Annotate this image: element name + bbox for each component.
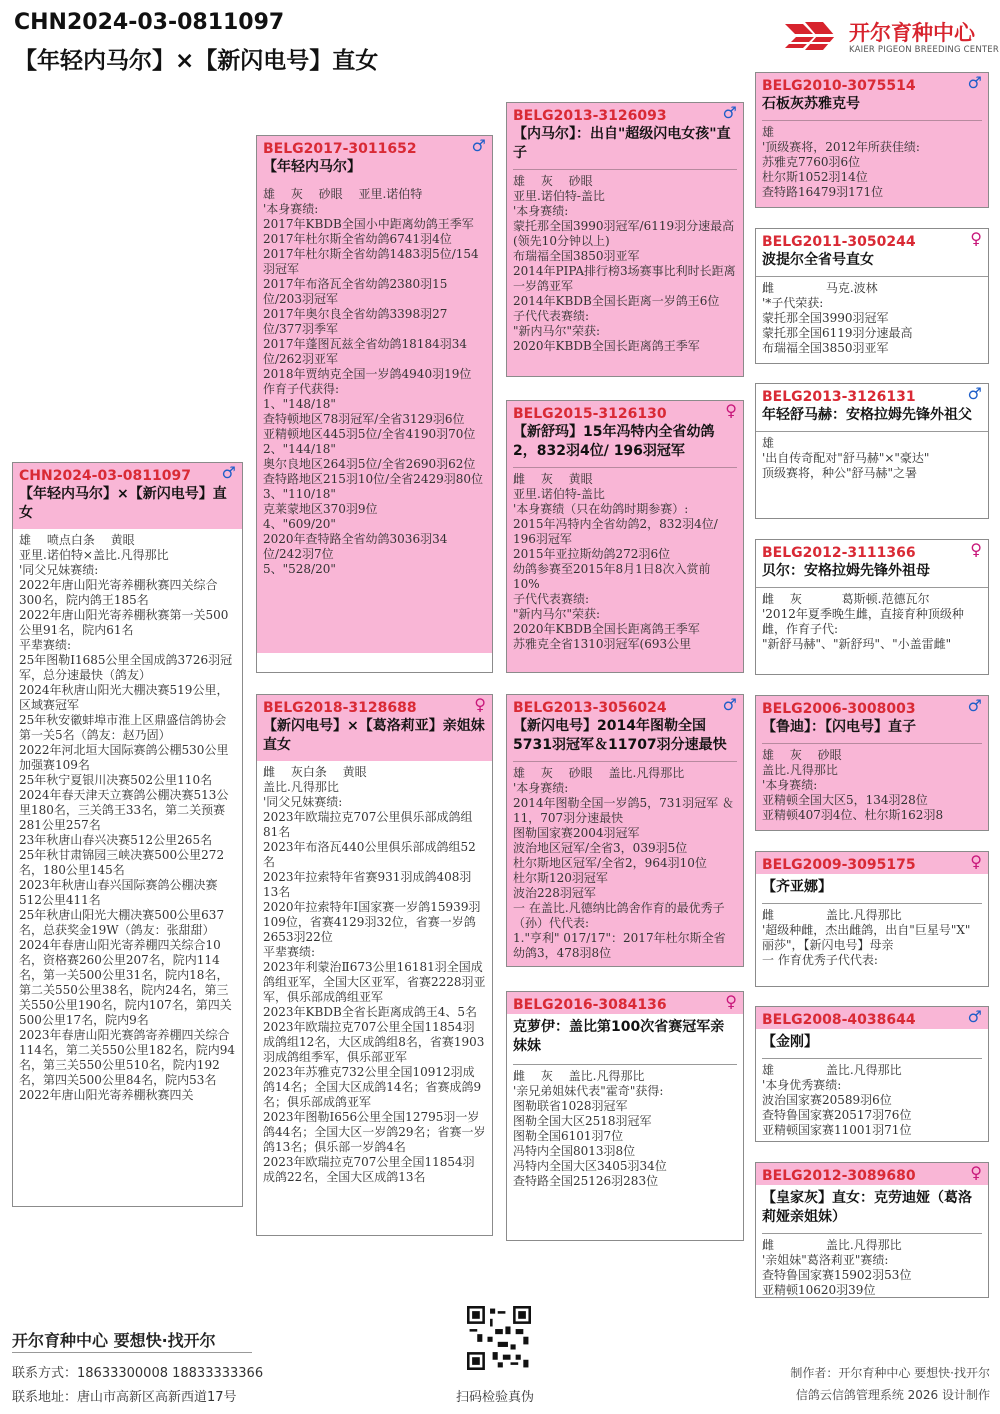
pedigree-card-ddd[interactable] (755, 1162, 989, 1298)
pedigree-card-dss[interactable] (755, 695, 989, 831)
header-ring-number: CHN2024-03-0811097 (14, 10, 285, 35)
pigeon-name: 克萝伊：盖比第100次省赛冠军亲妹妹 (513, 1019, 725, 1054)
female-icon: ♀ (725, 992, 737, 1011)
male-icon: ♂ (221, 463, 236, 482)
female-icon: ♀ (970, 540, 982, 559)
ring-number: BELG2006-3008003 (762, 701, 916, 717)
male-icon: ♂ (967, 696, 982, 715)
pedigree-card-sds[interactable] (755, 383, 989, 519)
female-icon: ♀ (474, 695, 486, 714)
ring-number: BELG2010-3075514 (762, 78, 916, 94)
card-details: 雄 灰 砂眼 亚里.诺伯特-盖比 '本身赛绩: 蒙托那全国3990羽冠军/6119羽分速最高(领先10分钟以上) 布瑞福全国3850羽亚军 2014年PIPA排行榜3场赛事比利时长距离一岁鸽亚军 2014年KBDB全国长距离一岁鸽王6位 子代代表赛绩: "新内马尔"荣获: 2020年KBDB全国长距离鸽王季军 (513, 169, 737, 354)
footer-maker: 制作者：开尔育种中心 要想快·找开尔 (790, 1366, 990, 1380)
male-icon: ♂ (967, 73, 982, 92)
male-icon: ♂ (471, 136, 486, 155)
pedigree-card-sdd[interactable] (755, 539, 989, 675)
card-details: 雄 '出自传奇配对"舒马赫"×"豪达" 顶级赛将，种公"舒马赫"之暑 (756, 431, 988, 485)
pedigree-card-sss[interactable] (755, 72, 989, 208)
male-icon: ♂ (967, 1007, 982, 1026)
header-title: 【年轻内马尔】×【新闪电号】直女 (14, 48, 379, 74)
footer-system: 信鸽云信鸽管理系统 2026 设计制作 (795, 1388, 990, 1402)
card-top (756, 540, 988, 587)
card-content (756, 1185, 988, 1298)
pedigree-card-dds[interactable] (755, 1006, 989, 1142)
logo-mark-icon (785, 16, 845, 56)
card-header (507, 992, 743, 1014)
qr-code-icon[interactable] (467, 1306, 531, 1370)
ring-number: BELG2013-3056024 (513, 700, 667, 716)
card-header (756, 852, 988, 874)
footer-divider (12, 1352, 252, 1353)
ring-number: CHN2024-03-0811097 (19, 468, 191, 484)
card-details: 雌 灰 盖比.凡得那比 '亲兄弟姐妹代表"霍奇"获得: 图勒联省1028羽冠军 图勒全国大区2518羽冠军 图勒全国6101羽7位 冯特内全国8013羽8位 冯特内全国大区3405羽34位 查特路全国25126羽283位 (513, 1064, 737, 1189)
pigeon-name: 【内马尔】：出自"超级闪电女孩"直子 (513, 126, 731, 161)
female-icon: ♀ (970, 229, 982, 248)
pigeon-name: 【新舒玛】15年冯特内全省幼鸽2，832羽4位/ 196羽冠军 (513, 424, 715, 459)
footer-brand: 开尔育种中心 要想快·找开尔 (12, 1331, 216, 1350)
card-details: 雌 盖比.凡得那比 '超级种雌，杰出雌鸽，出自"巨星号"X" 丽莎"，【新闪电号】母亲 一 作育优秀子代代表: (762, 903, 982, 968)
card-details: 雌 灰 葛斯顿.范德瓦尔 '2012年夏季晚生雌，直接育种顶级种雌，作育子代: "新舒马赫"、"新舒玛"、"小盖雷雌" (756, 587, 988, 656)
ring-number: BELG2009-3095175 (762, 857, 916, 873)
ring-number: BELG2017-3011652 (263, 141, 417, 157)
logo-text-en: KAIER PIGEON BREEDING CENTER (849, 45, 999, 55)
ring-number: BELG2012-3111366 (762, 545, 916, 561)
card-content (756, 874, 988, 972)
pigeon-name: 【皇家灰】直女：克劳迪娅（葛洛莉娅亲姐妹） (762, 1190, 972, 1225)
logo-text-cn: 开尔育种中心 (849, 21, 975, 45)
card-details: 雄 灰 砂眼 盖比.凡得那比 '本身赛绩: 2014年图勒全国一岁鸽5，731羽冠军 ＆ 11，707羽分速最快 图勒国家赛2004羽冠军 波治地区冠军/全省3，039羽5位 杜尔斯地区冠军/全省2，964羽10位 杜尔斯120羽冠军 波治228羽冠军 一 在盖比.凡德纳比鸽舍作育的最优秀子（孙）代代表: 1."亨利" 017/17"：2017年杜尔斯全省幼鸽3，478羽8位 (513, 761, 737, 961)
pigeon-name: 贝尔：安格拉姆先锋外祖母 (762, 563, 930, 579)
card-details: 雄 '顶级赛将，2012年所获佳绩: 苏雅克7760羽6位 杜尔斯1052羽14位 查特路16479羽171位 (762, 120, 982, 200)
card-header (756, 1163, 988, 1185)
card-top (756, 384, 988, 431)
pigeon-name: 【鲁迪】：【闪电号】直子 (762, 719, 916, 735)
card-top (756, 229, 988, 276)
card-inner (756, 696, 988, 830)
pigeon-name: 石板灰苏雅克号 (762, 96, 860, 112)
pedigree-card-sire-sire[interactable] (506, 102, 744, 377)
footer-contact: 联系方式：18633300008 18833333366 (12, 1366, 264, 1381)
card-inner (756, 73, 988, 207)
female-icon: ♀ (725, 401, 737, 420)
pedigree-card-dam[interactable] (256, 694, 493, 1236)
card-details: 雄 灰 砂眼 亚里.诺伯特 '本身赛绩: 2017年KBDB全国小中距离幼鸽王季军 2017年杜尔斯全省幼鸽6741羽4位 2017年杜尔斯全省幼鸽1483羽5位/154羽冠军 2017年布洛瓦全省幼鸽2380羽15位/203羽冠军 2017年奥尔良全省幼鸽3398羽27位/377羽季军 2017年蓬图瓦兹全省幼鸽18184羽34位/262羽亚军 2018年贾纳克全国一岁鸽4940羽19位 作育子代获得: 1、"148/18" 查特顿地区78羽冠军/全省3129羽6位 亚精顿地区445羽5位/全省4190羽70位 2、"144/18" 奥尔良地区264羽5位/全省2690羽62位 查特路地区215羽10位/全省2429羽80位 3、"110/18" 克莱蒙地区370羽9位 4、"609/20" 2020年查特路全省幼鸽3036羽34位/242羽7位 5、"528/20" (257, 183, 492, 653)
pedigree-card-subject[interactable] (12, 462, 243, 1207)
pedigree-card-sire-dam[interactable] (506, 400, 744, 673)
card-inner (507, 103, 743, 376)
ring-number: BELG2013-3126093 (513, 108, 667, 124)
ring-number: BELG2012-3089680 (762, 1168, 916, 1184)
card-details: 雌 灰白条 黄眼 盖比.凡得那比 '同父兄妹赛绩: 2023年欧瑞拉克707公里俱乐部成鸽组81名 2023年布洛瓦440公里俱乐部成鸽组52名 2023年拉索特年省赛931羽成鸽408羽13名 2020年拉索特年I国家赛一岁鸽15939羽109位，省赛4129羽32位，省赛一岁鸽2653羽22位 平辈赛绩: 2023年利蒙治Ⅱ673公里16181羽全国成鸽组亚军，全国大区亚军，省赛2228羽亚军，俱乐部成鸽组亚军 2023年KBDB全省长距离成鸽王4、5名 2023年欧瑞拉克707公里全国11854羽成鸽组12名，大区成鸽组8名，省赛1903羽成鸽组季军，俱乐部亚军 2023年苏雅克732公里全国10912羽成鸽14名；全国大区成鸽14名；省赛成鸽9名；俱乐部成鸽亚军 2023年图勒I656公里全国12795羽一岁鸽44名；全国大区一岁鸽29名；省赛一岁鸽13名；俱乐部一岁鸽4名 2023年欧瑞拉克707公里全国11854羽成鸽22名，全国大区成鸽13名 (263, 765, 486, 1184)
qr-label: 扫码检验真伪 (456, 1390, 535, 1405)
pedigree-card-dam-dam[interactable] (506, 991, 744, 1241)
female-icon: ♀ (970, 852, 982, 871)
card-header (13, 463, 242, 529)
card-content (756, 1029, 988, 1142)
ring-number: BELG2011-3050244 (762, 234, 916, 250)
pedigree-card-sire[interactable] (256, 135, 493, 673)
pigeon-name: 波提尔全省号直女 (762, 252, 874, 268)
card-header (257, 695, 492, 761)
ring-number: BELG2013-3126131 (762, 389, 916, 405)
pedigree-card-dam-sire[interactable] (506, 694, 744, 967)
pigeon-name: 【年轻内马尔】 (263, 159, 361, 175)
card-details: 雄 盖比.凡得那比 '本身优秀赛绩: 波治国家赛20589羽6位 查特鲁国家赛20517羽76位 亚精顿国家赛11001羽71位 (762, 1058, 982, 1138)
male-icon: ♂ (722, 103, 737, 122)
ring-number: BELG2008-4038644 (762, 1012, 916, 1028)
card-details: 雄 喷点白条 黄眼 亚里.诺伯特×盖比.凡得那比 '同父兄妹赛绩: 2022年唐山阳光寄养棚秋赛四关综合300名，院内鸽王185名 2022年唐山阳光寄养棚秋赛第一关500公里91名，院内61名 平辈赛绩: 25年图勒I1685公里全国成鸽3726羽冠军，总分速最快（鸽友） 2024年秋唐山阳光大棚决赛519公里，区域赛冠军 25年秋安徽蚌埠市淮上区鼎盛信鸽协会第一关5名（鸽友：赵乃固） 2022年河北垣大国际赛鸽公棚530公里加强赛109名 25年秋宁夏银川决赛502公里110名 2024年春天津天立赛鸽公棚决赛513公里180名，三关鸽王33名，第二关预赛281公里257名 23年秋唐山春兴决赛512公里265名 25年秋甘肃锦园三峡决赛500公里272名，180公里145名 2023年秋唐山春兴国际赛鸽公棚决赛512公里411名 25年秋唐山阳光大棚决赛500公里637名，总获奖金19W（鸽友：张甜甜） 2024年春唐山阳光寄养棚四关综合10名，资格赛260公里207名，院内114名，第一关500公里31名，院内18名，第二关550公里38名，院内24名，第三关550公里190名，院内107名，第四关500公里17名，院内9名 2023年春唐山阳光赛鸽寄养棚四关综合114名，第二关550公里182名，院内94名，第三关550公里510名，院内192名，第四关500公里84名，院内53名 2022年唐山阳光寄养棚秋赛四关 (19, 533, 235, 1102)
pedigree-card-ssd[interactable] (755, 228, 989, 364)
pedigree-card-dsd[interactable] (755, 851, 989, 987)
pigeon-name: 【金刚】 (762, 1034, 818, 1050)
card-details: 雌 盖比.凡得那比 '亲姐妹"葛洛莉亚"赛绩: 查特鲁国家赛15902羽53位 亚精顿10620羽39位 (762, 1233, 982, 1298)
card-header (756, 1007, 988, 1029)
ring-number: BELG2016-3084136 (513, 997, 667, 1013)
ring-number: BELG2015-3126130 (513, 406, 667, 422)
card-inner (507, 401, 743, 672)
male-icon: ♂ (722, 695, 737, 714)
pigeon-name: 【齐亚娜】 (762, 879, 832, 895)
pigeon-name: 【年轻内马尔】×【新闪电号】直女 (19, 486, 227, 521)
card-header (257, 136, 492, 183)
ring-number: BELG2018-3128688 (263, 700, 417, 716)
pigeon-name: 【新闪电号】2014年图勒全国5731羽冠军＆11707羽分速最快 (513, 718, 727, 753)
pigeon-name: 年轻舒马赫：安格拉姆先锋外祖父 (762, 407, 972, 423)
female-icon: ♀ (970, 1163, 982, 1182)
card-details: 雌 灰 黄眼 亚里.诺伯特-盖比 '本身赛绩（只在幼鸽时期参赛）: 2015年冯特内全省幼鸽2，832羽4位/ 196羽冠军 2015年亚拉斯幼鸽272羽6位 幼鸽参赛至2015年8月1日8次入赏前10% 子代代表赛绩: "新内马尔"荣获: 2020年KBDB全国长距离鸽王季军 苏雅克全省1310羽冠军(693公里 (513, 467, 737, 652)
pigeon-name: 【新闪电号】×【葛洛莉亚】亲姐妹直女 (263, 718, 485, 753)
male-icon: ♂ (967, 384, 982, 403)
footer-address: 联系地址：唐山市高新区高新西道17号 (12, 1390, 237, 1405)
brand-logo (785, 14, 999, 60)
card-details: 雌 马克.波林 '*子代荣获: 蒙托那全国3990羽冠军 蒙托那全国6119羽分速最高 布瑞福全国3850羽亚军 (756, 276, 988, 360)
card-inner (507, 695, 743, 966)
card-details: 雄 灰 砂眼 盖比.凡得那比 '本身赛绩: 亚精顿全国大区5，134羽28位 亚精顿407羽4位、杜尔斯162羽8 (762, 743, 982, 823)
card-content (507, 1014, 743, 1193)
